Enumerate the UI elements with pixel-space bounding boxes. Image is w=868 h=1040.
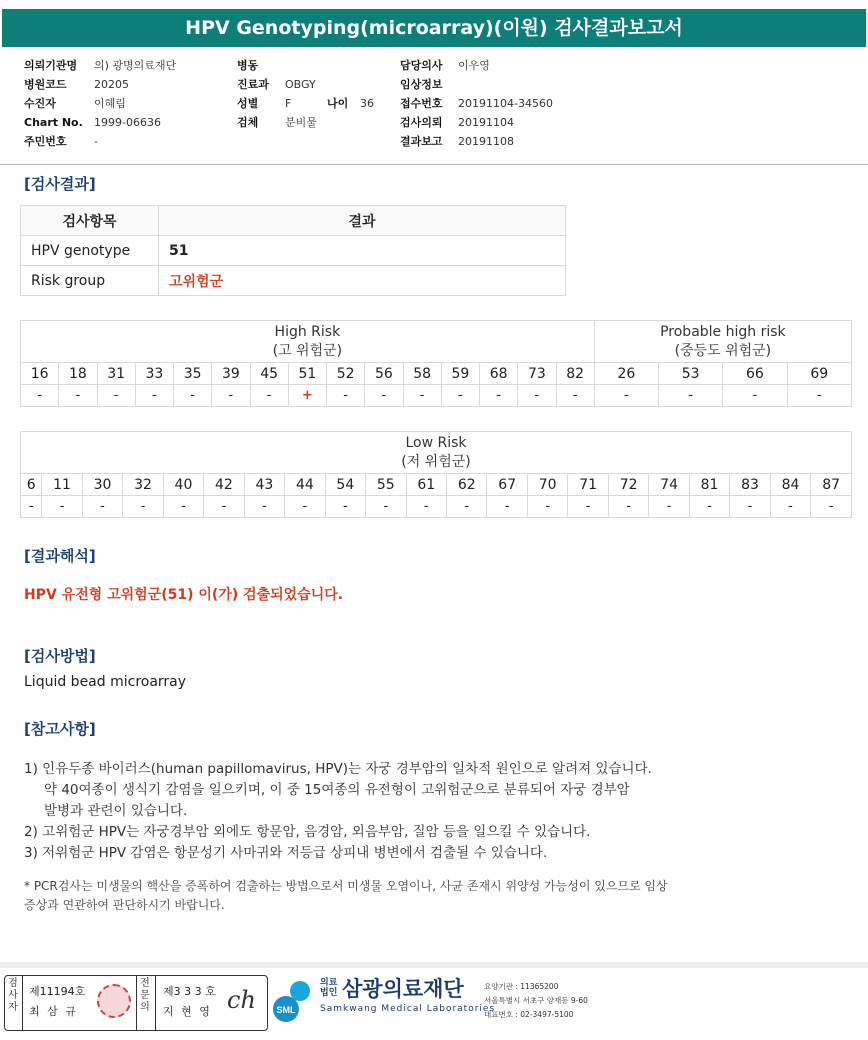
row-result: 고위험군: [159, 266, 566, 296]
genotype-number: 42: [204, 474, 244, 496]
row-item: HPV genotype: [21, 236, 159, 266]
reference-line: 2) 고위험군 HPV는 자궁경부암 외에도 항문암, 음경암, 외음부암, 질암 등을 일으킬 수 있습니다.: [24, 824, 591, 840]
genotype-result: -: [327, 385, 365, 407]
genotype-result: -: [441, 385, 479, 407]
genotype-result: -: [787, 385, 852, 407]
info-column-1: [24, 56, 176, 151]
genotype-number: 73: [518, 363, 556, 385]
genotype-result: -: [659, 385, 723, 407]
age-value: 36: [360, 97, 374, 110]
report-title: HPV Genotyping(microarray)(이원) 검사결과보고서: [2, 9, 866, 47]
genotype-result: -: [325, 496, 365, 518]
info-value: 20191104: [458, 116, 514, 129]
signer1-role: 검사자: [8, 978, 18, 1013]
logo-sub-line: 법인: [320, 988, 338, 998]
genotype-number: 54: [325, 474, 365, 496]
genotype-number: 69: [787, 363, 852, 385]
seal-stamp-icon: [97, 984, 131, 1018]
genotype-number: 84: [770, 474, 810, 496]
divider: [136, 976, 137, 1030]
pcr-note: [24, 877, 668, 915]
low-risk-header: [21, 432, 852, 474]
genotype-number: 66: [723, 363, 787, 385]
high-risk-subtitle: (고 위험군): [272, 342, 343, 359]
result-table: [20, 205, 566, 296]
genotype-result: -: [518, 385, 556, 407]
low-risk-subtitle: (저 위험군): [401, 453, 471, 470]
high-risk-header: [21, 321, 595, 363]
genotype-result: -: [403, 385, 441, 407]
genotype-result: -: [406, 496, 446, 518]
divider: [0, 164, 868, 165]
genotype-number: 31: [97, 363, 135, 385]
genotype-result: -: [365, 385, 403, 407]
genotype-result: -: [42, 496, 82, 518]
genotype-result: -: [174, 385, 212, 407]
genotype-number: 67: [487, 474, 527, 496]
signature-icon: ch: [227, 986, 256, 1014]
method-text: Liquid bead microarray: [24, 674, 187, 690]
genotype-result: -: [59, 385, 97, 407]
genotype-result: -: [594, 385, 658, 407]
genotype-result: -: [487, 496, 527, 518]
org-address: 서울특별시 서초구 양재동 9-60: [484, 996, 588, 1005]
info-label: Chart No.: [24, 116, 83, 129]
info-value: 이우영: [458, 59, 490, 72]
section-title-interpretation: [결과해석]: [24, 547, 96, 565]
reference-line: 1) 인유두종 바이러스(human papillomavirus, HPV)는 자궁 경부암의 일차적 원인으로 알려져 있습니다.: [24, 761, 652, 777]
genotype-number: 62: [447, 474, 487, 496]
genotype-result: -: [770, 496, 810, 518]
info-value: 20191108: [458, 135, 514, 148]
genotype-result: -: [568, 496, 608, 518]
genotype-number-row: [21, 363, 852, 385]
age-label: 나이: [327, 97, 349, 110]
info-column-3: [400, 56, 553, 151]
genotype-number: 33: [135, 363, 173, 385]
genotype-result: -: [649, 496, 689, 518]
genotype-number: 59: [441, 363, 479, 385]
genotype-result: -: [123, 496, 163, 518]
genotype-number: 74: [649, 474, 689, 496]
sml-logo-icon: [272, 977, 316, 1025]
high-risk-title: High Risk: [274, 323, 341, 340]
info-label: 수진자: [24, 97, 56, 110]
signer2-name: 지 현 영: [163, 1005, 212, 1018]
genotype-result: -: [97, 385, 135, 407]
genotype-number: 56: [365, 363, 403, 385]
group-header-row: [21, 321, 852, 363]
genotype-result: -: [204, 496, 244, 518]
info-value: 이혜림: [94, 97, 126, 110]
genotype-number: 52: [327, 363, 365, 385]
genotype-number: 32: [123, 474, 163, 496]
genotype-number: 43: [244, 474, 284, 496]
org-code: 요양기관 : 11365200: [484, 982, 559, 991]
divider: [155, 976, 156, 1030]
info-value: 의) 광명의료재단: [94, 59, 177, 72]
genotype-number: 53: [659, 363, 723, 385]
divider: [22, 976, 23, 1030]
note-line: 증상과 연관하여 판단하시기 바랍니다.: [24, 898, 225, 912]
section-title-reference: [참고사항]: [24, 720, 96, 738]
genotype-number: 51: [288, 363, 326, 385]
info-label: 검체: [237, 116, 259, 129]
high-risk-genotype-table: [20, 320, 852, 407]
signer2-role: 전문의: [140, 978, 150, 1013]
low-risk-title: Low Risk: [405, 434, 467, 451]
genotype-number: 16: [21, 363, 59, 385]
genotype-number: 45: [250, 363, 288, 385]
genotype-number: 81: [689, 474, 729, 496]
org-info: [484, 980, 588, 1022]
genotype-result: -: [212, 385, 250, 407]
genotype-result: -: [244, 496, 284, 518]
header-result: 결과: [159, 206, 566, 236]
genotype-number: 72: [608, 474, 648, 496]
info-value: 20205: [94, 78, 129, 91]
info-label: 의뢰기관명: [24, 59, 78, 72]
info-label: 진료과: [237, 78, 269, 91]
info-label: 주민번호: [24, 135, 67, 148]
result-table-header: [21, 206, 566, 236]
genotype-result: -: [689, 496, 729, 518]
reference-line: 약 40여종이 생식기 감염을 일으키며, 이 중 15여종의 유전형이 고위험군으로 분류되어 자궁 경부암: [44, 782, 630, 798]
signer2-license: 제3 3 3 호: [163, 985, 216, 998]
note-line: * PCR검사는 미생물의 핵산을 증폭하여 검출하는 방법으로서 미생물 오염이나, 사균 존재시 위양성 가능성이 있으므로 임상: [24, 879, 668, 893]
genotype-result-row: [21, 496, 852, 518]
info-label: 임상정보: [400, 78, 443, 91]
probable-high-risk-subtitle: (중등도 위험군): [674, 342, 772, 359]
signer1-name: 최 삼 규: [29, 1005, 78, 1018]
genotype-number: 71: [568, 474, 608, 496]
row-result: 51: [159, 236, 566, 266]
genotype-result: -: [447, 496, 487, 518]
genotype-number: 44: [285, 474, 325, 496]
info-column-2: [237, 56, 374, 132]
genotype-result: -: [285, 496, 325, 518]
info-label: 접수번호: [400, 97, 443, 110]
genotype-number: 11: [42, 474, 82, 496]
info-value: -: [94, 135, 98, 148]
genotype-result: -: [556, 385, 594, 407]
row-item: Risk group: [21, 266, 159, 296]
genotype-result: -: [21, 385, 59, 407]
genotype-result: -: [608, 496, 648, 518]
genotype-result: -: [730, 496, 770, 518]
genotype-result: -: [135, 385, 173, 407]
genotype-number: 39: [212, 363, 250, 385]
genotype-number: 30: [82, 474, 122, 496]
table-row: [21, 266, 566, 296]
reference-line: 발병과 관련이 있습니다.: [44, 803, 188, 819]
genotype-number: 35: [174, 363, 212, 385]
genotype-number: 26: [594, 363, 658, 385]
section-title-result: [검사결과]: [24, 175, 96, 193]
genotype-number: 58: [403, 363, 441, 385]
probable-high-risk-title: Probable high risk: [660, 323, 786, 340]
info-label: 검사의뢰: [400, 116, 443, 129]
genotype-result: -: [366, 496, 406, 518]
info-value: 20191104-34560: [458, 97, 553, 110]
genotype-result: -: [811, 496, 852, 518]
genotype-number: 87: [811, 474, 852, 496]
genotype-number: 83: [730, 474, 770, 496]
reference-notes: [24, 759, 652, 864]
signature-box: [4, 975, 268, 1031]
reference-line: 3) 저위험군 HPV 감염은 항문성기 사마귀와 저등급 상피내 병변에서 검출될 수 있습니다.: [24, 845, 548, 861]
info-value: F: [285, 97, 292, 110]
table-row: [21, 236, 566, 266]
group-header-row: [21, 432, 852, 474]
genotype-number: 40: [163, 474, 203, 496]
low-risk-genotype-table: [20, 431, 852, 518]
header-item: 검사항목: [21, 206, 159, 236]
info-value: OBGY: [285, 78, 316, 91]
genotype-result: -: [250, 385, 288, 407]
info-value: 1999-06636: [94, 116, 161, 129]
genotype-number-row: [21, 474, 852, 496]
genotype-number: 6: [21, 474, 42, 496]
logo-sub-line: 의료: [320, 978, 338, 988]
org-phone: 대표번호 : 02-3497-5100: [484, 1010, 574, 1019]
info-label: 결과보고: [400, 135, 443, 148]
info-label: 담당의사: [400, 59, 443, 72]
footer-divider: [0, 962, 868, 968]
logo-badge-text: SML: [276, 1005, 296, 1015]
genotype-number: 61: [406, 474, 446, 496]
genotype-result: -: [723, 385, 787, 407]
logo-english: Samkwang Medical Laboratories: [320, 1004, 496, 1014]
genotype-number: 82: [556, 363, 594, 385]
genotype-result: -: [527, 496, 567, 518]
genotype-result-row: [21, 385, 852, 407]
probable-high-risk-header: [594, 321, 851, 363]
genotype-result: -: [163, 496, 203, 518]
info-label: 성별: [237, 97, 259, 110]
genotype-result: -: [21, 496, 42, 518]
logo-subtitle: [320, 978, 337, 998]
logo-name: 삼광의료재단: [342, 977, 464, 1001]
genotype-result: +: [288, 385, 326, 407]
section-title-method: [검사방법]: [24, 647, 96, 665]
info-label: 병원코드: [24, 78, 67, 91]
interpretation-text: HPV 유전형 고위험군(51) 이(가) 검출되었습니다.: [24, 587, 344, 603]
signer1-license: 제11194호: [29, 985, 86, 998]
genotype-result: -: [480, 385, 518, 407]
info-label: 병동: [237, 59, 259, 72]
genotype-number: 70: [527, 474, 567, 496]
genotype-number: 68: [480, 363, 518, 385]
genotype-number: 55: [366, 474, 406, 496]
info-value: 분비물: [285, 116, 317, 129]
genotype-number: 18: [59, 363, 97, 385]
genotype-result: -: [82, 496, 122, 518]
